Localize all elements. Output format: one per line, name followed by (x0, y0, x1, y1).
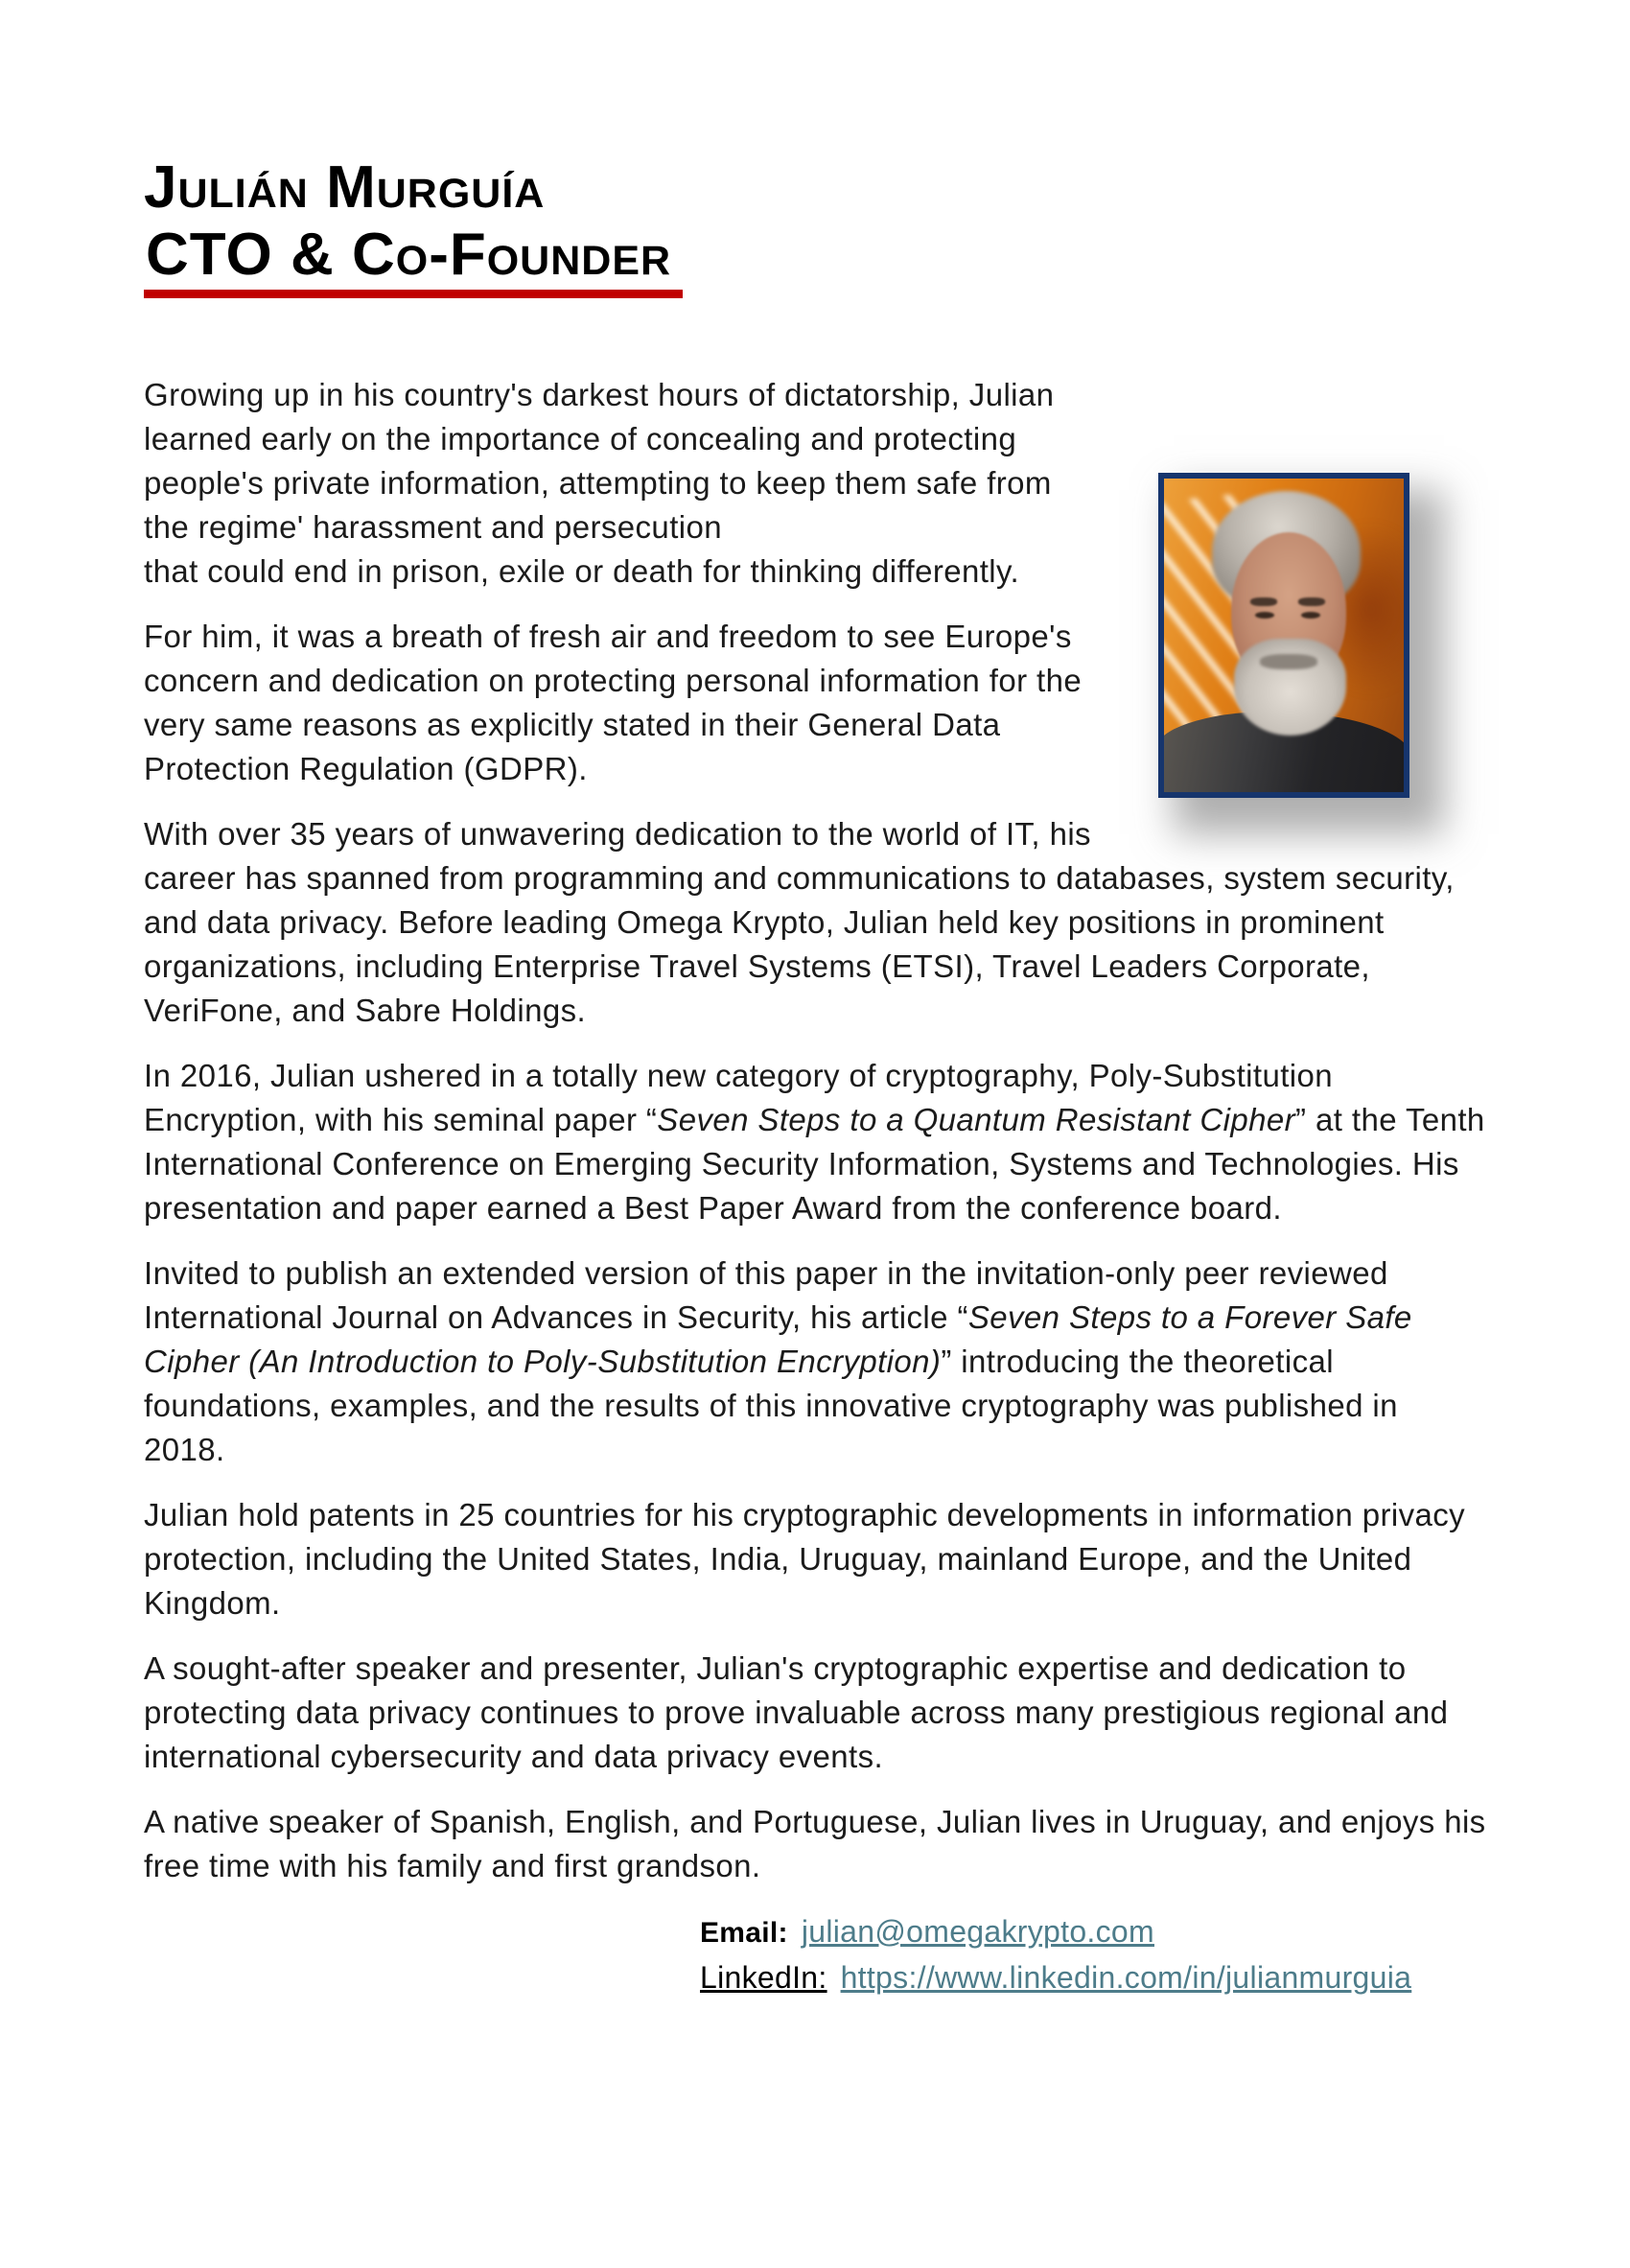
email-line (700, 1909, 1486, 1955)
bio-paragraph-journal: Invited to publish an extended version of this paper in the invitation-only peer reviewed International Journal on Advances in Security, his article “Seven Steps to a Forever Safe Cipher (An Introduction to Poly-Substitution Encryption)” introducing the theoretical foundations, examples, and the results of this innovative cryptography was published in 2018. (144, 1255, 1412, 1467)
bio-paragraph-speaker: A sought-after speaker and presenter, Julian's cryptographic expertise and dedication to protecting data privacy continues to prove invaluable across many prestigious regional and international cybersecurity and data privacy events. (144, 1650, 1449, 1774)
photo-beard (1234, 639, 1347, 736)
page-title: Julián Murguía (144, 154, 546, 221)
linkedin-line (700, 1955, 1486, 2000)
bio-paragraph-intro: Growing up in his country's darkest hours of dictatorship, Julian learned early on the importance of concealing and protecting people's private information, attempting to keep them safe from the regime' harassment and persecution that could end in prison, exile or death for thinking differently. (144, 377, 1055, 589)
photo-mustache (1260, 654, 1317, 669)
photo-eye-right (1301, 612, 1320, 619)
bio-paragraph-patents: Julian hold patents in 25 countries for his cryptographic developments in information privacy protection, including the United States, India, Uruguay, mainland Europe, and the United Kingdom. (144, 1497, 1466, 1621)
profile-photo (1158, 473, 1409, 798)
bio-content (144, 373, 1486, 2000)
email-label: Email: (700, 1917, 788, 1949)
bio-paragraph-2016-paper: In 2016, Julian ushered in a totally new category of cryptography, Poly-Substitution Encryption, with his seminal paper “Seven Steps to a Quantum Resistant Cipher” at the Tenth International Conference on Emerging Security Information, Systems and Technologies. His presentation and paper earned a Best Paper Award from the conference board. (144, 1058, 1485, 1226)
bio-paragraph-personal: A native speaker of Spanish, English, and Portuguese, Julian lives in Uruguay, and enjoys his free time with his family and first grandson. (144, 1804, 1486, 1883)
document-page (0, 154, 1630, 2268)
page-subtitle: CTO & Co-Founder (144, 225, 683, 298)
photo-eyebrow-right (1298, 597, 1325, 606)
contact-block (144, 1909, 1486, 2000)
bio-paragraph-gdpr: For him, it was a breath of fresh air and freedom to see Europe's concern and dedication on protecting personal information for the very same reasons as explicitly stated in their General Data Protection Regulation (GDPR). (144, 619, 1083, 786)
photo-eyebrow-left (1250, 597, 1277, 606)
photo-eye-left (1255, 612, 1274, 619)
bio-paragraph-career: With over 35 years of unwavering dedication to the world of IT, his career has spanned from programming and communications to databases, system security, and data privacy. Before leading Omega Krypto, Julian held key positions in prominent organizations, including Enterprise Travel Systems (ETSI), Travel Leaders Corporate, VeriFone, and Sabre Holdings. (144, 816, 1455, 1028)
email-link[interactable]: julian@omegakrypto.com (801, 1914, 1154, 1949)
page-header (144, 154, 1486, 298)
linkedin-link[interactable]: https://www.linkedin.com/in/julianmurguia (840, 1960, 1412, 1995)
linkedin-label: LinkedIn: (700, 1960, 827, 1995)
